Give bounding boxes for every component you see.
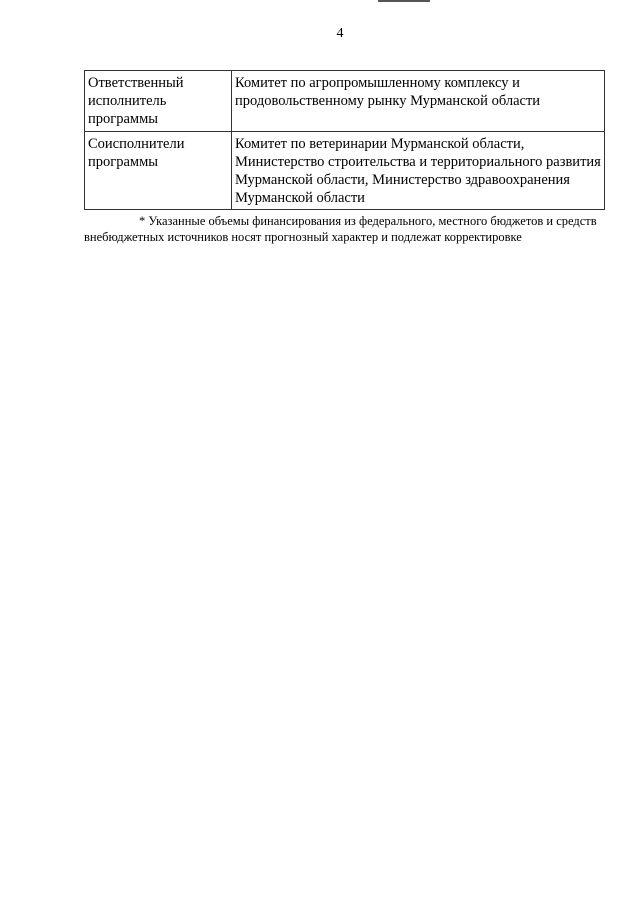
- row-label-co-executors: Соисполнители программы: [85, 132, 232, 210]
- table-row: [85, 71, 605, 132]
- row-value-co-executors: Комитет по ветеринарии Мурманской области, Министерство строительства и территориального развития Мурманской области, Министерство здравоохранения Мурманской области: [232, 132, 605, 210]
- page-number: 4: [336, 26, 344, 41]
- table-row: [85, 132, 605, 210]
- footnote: * Указанные объемы финансирования из федерального, местного бюджетов и средств внебюджетных источников носят прогнозный характер и подлежат корректировке: [84, 214, 597, 244]
- program-passport-table: [84, 70, 605, 210]
- row-value-responsible-executor: Комитет по агропромышленному комплексу и продовольственному рынку Мурманской области: [232, 71, 605, 132]
- row-label-responsible-executor: Ответственный исполнитель программы: [85, 71, 232, 132]
- scan-artifact-line: [378, 0, 430, 2]
